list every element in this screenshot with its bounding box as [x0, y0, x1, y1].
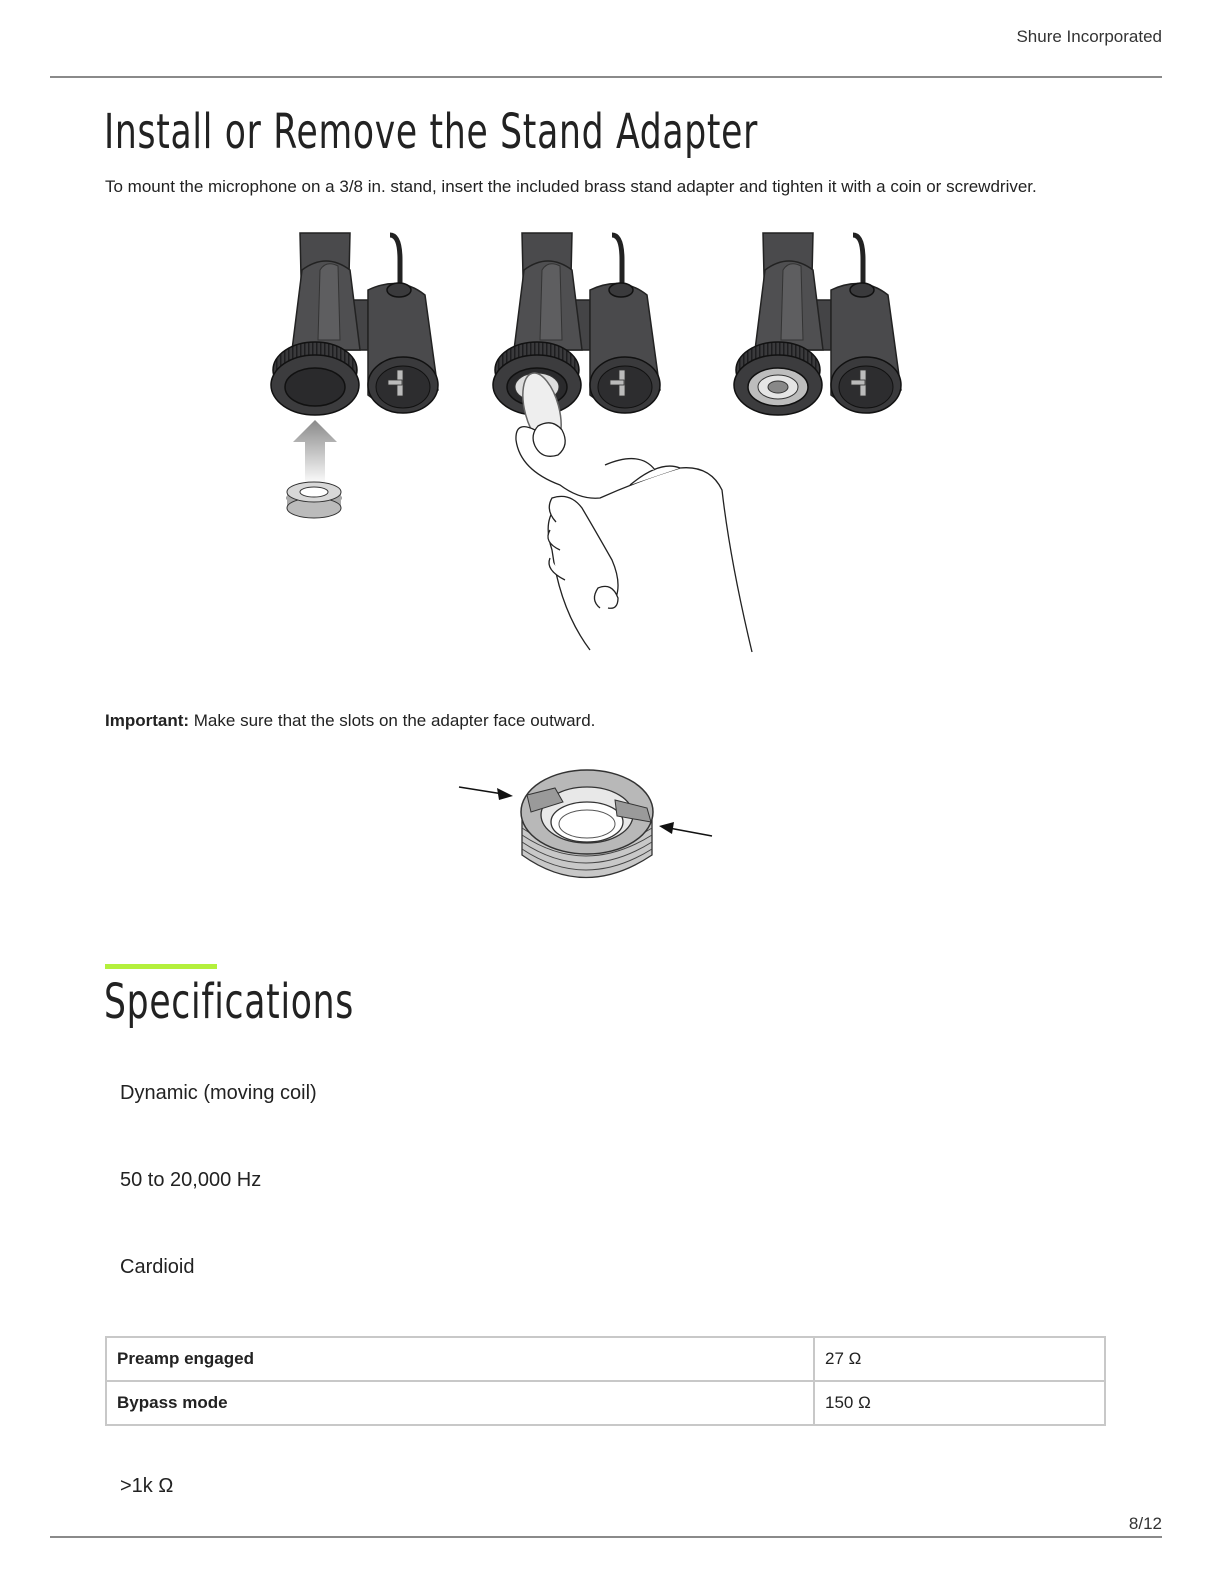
- table-cell-label: Bypass mode: [106, 1381, 814, 1425]
- spec-transducer-type: Dynamic (moving coil): [120, 1082, 317, 1104]
- brass-adapter-small: [287, 482, 341, 518]
- footer-divider: [50, 1536, 1162, 1538]
- table-row: [106, 1337, 1105, 1381]
- table-cell-label: Preamp engaged: [106, 1337, 814, 1381]
- header-divider: [50, 76, 1162, 78]
- important-label: Important:: [105, 711, 190, 730]
- company-name: Shure Incorporated: [1016, 27, 1162, 46]
- right-pointer-arrow-icon: [659, 822, 712, 836]
- important-text: Make sure that the slots on the adapter face outward.: [189, 711, 596, 730]
- section-title-stand-adapter: Install or Remove the Stand Adapter: [104, 104, 759, 160]
- adapter-thread-body: [521, 770, 653, 878]
- page-number: 8/12: [1128, 1514, 1162, 1533]
- table-cell-value: 27 Ω: [814, 1337, 1105, 1381]
- important-note: [105, 711, 595, 731]
- impedance-table: [105, 1336, 1106, 1426]
- insert-arrow-icon: [293, 420, 337, 485]
- stand-adapter-illustration: [260, 230, 920, 660]
- table-cell-value: 150 Ω: [814, 1381, 1105, 1425]
- adapter-slots-illustration: [455, 760, 720, 885]
- spec-load-impedance: >1k Ω: [120, 1475, 174, 1497]
- hand-illustration: [516, 423, 752, 652]
- table-row: [106, 1381, 1105, 1425]
- intro-paragraph: To mount the microphone on a 3/8 in. stand, insert the included brass stand adapter and tighten it with a coin or screwdriver.: [105, 177, 1037, 196]
- section-accent-bar: [105, 964, 217, 969]
- left-pointer-arrow-icon: [459, 787, 513, 800]
- spec-polar-pattern: Cardioid: [120, 1256, 195, 1278]
- spec-frequency-response: 50 to 20,000 Hz: [120, 1169, 262, 1191]
- mount-3: [734, 233, 901, 415]
- mount-2: [493, 233, 660, 415]
- section-title-specifications: Specifications: [104, 974, 354, 1030]
- mount-1: [271, 233, 438, 415]
